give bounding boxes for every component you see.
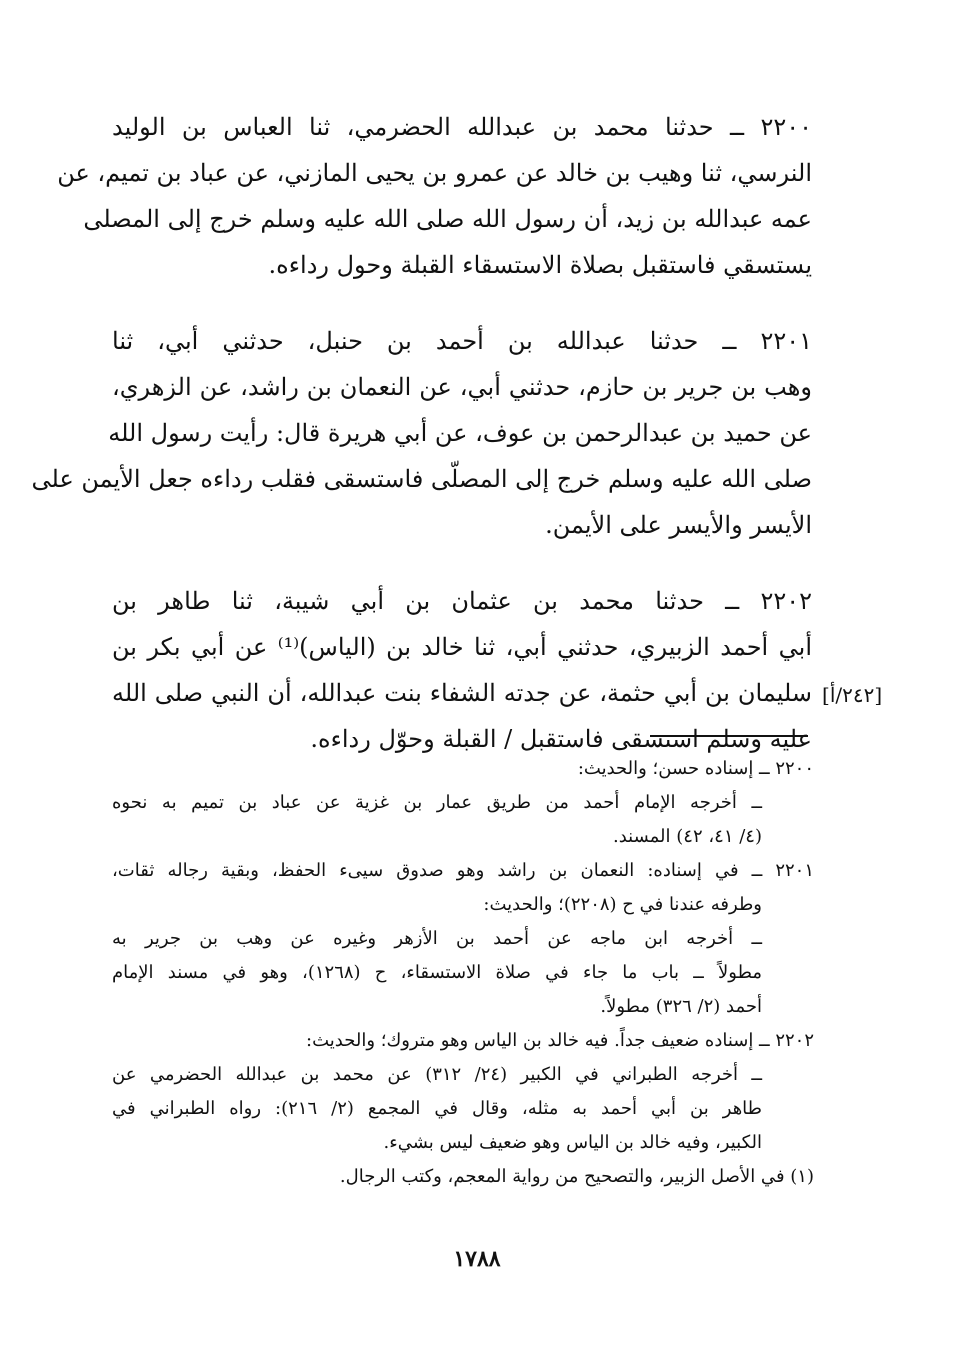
footnotes (112, 752, 814, 1194)
footnote-line: ــ أخرجه الإمام أحمد من طريق عمار بن غزية عن عباد بن تميم به نحوه (112, 792, 762, 813)
footnote-line: ٢٢٠٠ ــ إسناده حسن؛ والحديث: (577, 758, 814, 779)
text-line: عن حميد بن عبدالرحمن بن عوف، عن أبي هريرة قال: رأيت رسول الله (108, 419, 812, 447)
main-text (31, 104, 813, 792)
footnote-line: أحمد (٢/ ٣٢٦) مطولاً. (600, 996, 762, 1017)
page-number: ١٧٨٨ (453, 1246, 501, 1272)
text-line: أبي أحمد الزبيري، حدثني أبي، ثنا خالد بن (الياس)⁽¹⁾ عن أبي بكر بن (112, 633, 812, 661)
footnote-line: وطرفه عندنا في ح (٢٢٠٨)؛ والحديث: (483, 894, 762, 915)
manuscript-folio-marker: [٢٤٢/أ] (822, 683, 883, 707)
footnote-line: ٢٢٠١ ــ في إسناده: النعمان بن راشد وهو صدوق سيىء الحفظ، وبقية رجاله ثقات، (112, 860, 814, 881)
text-line: عليه وسلم استسقى فاستقبل / القبلة وحوّل رداءه. (310, 725, 812, 753)
text-line: سليمان بن أبي حثمة، عن جدته الشفاء بنت عبدالله، أن النبي صلى الله (112, 679, 812, 707)
text-line: وهب بن جرير بن حازم، حدثني أبي، عن النعمان بن راشد، عن الزهري، (112, 373, 812, 401)
hadith-2201 (31, 318, 812, 548)
text-line: صلى الله عليه وسلم خرج إلى المصلّى فاستسقى فقلب رداءه جعل الأيمن على (31, 465, 812, 493)
text-line: عمه عبدالله بن زيد، أن رسول الله صلى الله عليه وسلم خرج إلى المصلى (83, 205, 812, 233)
footnote-line: الكبير، وفيه خالد بن الياس وهو ضعيف ليس بشيء. (383, 1132, 762, 1153)
footnote-line: (٤/ ٤١، ٤٢) المسند. (612, 826, 762, 847)
footnote-line: ــ أخرجه ابن ماجه عن أحمد بن الأزهر وغيره عن وهب بن جرير به (112, 928, 762, 949)
text-line: الأيسر والأيسر على الأيمن. (545, 511, 812, 539)
footnote-line: (١) في الأصل الزبير، والتصحيح من رواية المعجم، وكتب الرجال. (339, 1166, 814, 1187)
hadith-2200 (57, 104, 812, 288)
text-line: النرسي، ثنا وهيب بن خالد عن عمرو بن يحيى المازني، عن عباد بن تميم، عن (57, 159, 812, 187)
text-line: ٢٢٠٢ ــ حدثنا محمد بن عثمان بن أبي شيبة، ثنا طاهر بن (112, 587, 813, 615)
footnote-line: ٢٢٠٢ ــ إسناده ضعيف جداً. فيه خالد بن الياس وهو متروك؛ والحديث: (306, 1030, 814, 1051)
text-line: ٢٢٠١ ــ حدثنا عبدالله بن أحمد بن حنبل، حدثني أبي، ثنا (112, 327, 812, 355)
footnote-line: طاهر بن أبي أحمد به مثله، وقال في المجمع (٢/ ٢١٦): رواه الطبراني في (112, 1098, 762, 1119)
footnote-divider (650, 735, 808, 737)
text-line: ٢٢٠٠ ــ حدثنا محمد بن عبدالله الحضرمي، ثنا العباس بن الوليد (112, 113, 812, 141)
footnote-line: ــ أخرجه الطبراني في الكبير (٢٤/ ٣١٢) عن محمد بن عبدالله الحضرمي عن (112, 1064, 762, 1085)
text-line: يستسقي فاستقبل بصلاة الاستسقاء القبلة وحول رداءه. (268, 251, 812, 279)
footnote-line: مطولاً ــ باب ما جاء في صلاة الاستسقاء، ح (١٢٦٨)، وهو في مسند الإمام (112, 962, 762, 983)
